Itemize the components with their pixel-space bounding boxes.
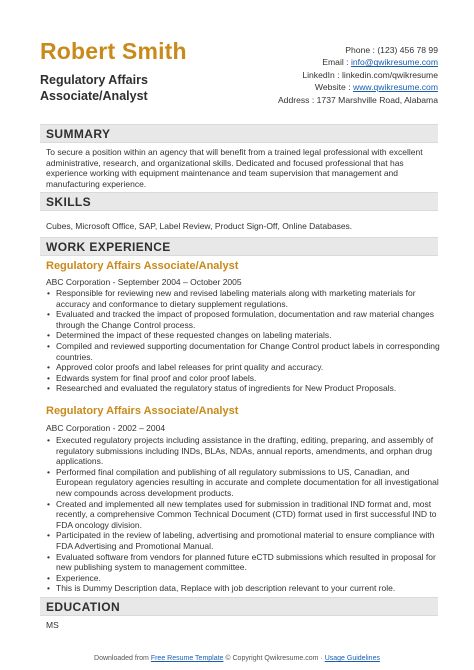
free-resume-template-link[interactable]: Free Resume Template: [150, 655, 224, 662]
address-label: Address :: [277, 94, 315, 105]
footer-copyright: © Copyright Qwikresume.com ·: [223, 655, 325, 662]
list-item: • Evaluated software from vendors for planned future eCTD submissions which resulted in proposal for new publishing system to management committee.: [46, 552, 440, 573]
list-item: • Responsible for reviewing new and revised labeling materials along with marketing materials for accuracy and conformance to dietary supplement regulations.: [46, 288, 440, 309]
summary-heading: SUMMARY: [46, 127, 111, 141]
contact-phone: [208, 44, 438, 56]
list-item: • Experience.: [46, 573, 440, 584]
contact-block: [208, 44, 438, 106]
education-section-header: [40, 597, 438, 616]
candidate-name: Robert Smith: [40, 38, 187, 64]
skills-text: Cubes, Microsoft Office, SAP, Label Review, Product Sign-Off, Online Databases.: [46, 221, 353, 231]
job-2-bullets: [46, 435, 440, 594]
list-item: • Evaluated and tracked the impact of proposed formulation, documentation and raw material changes through the Change Control process.: [46, 309, 440, 330]
job-1-title: Regulatory Affairs Associate/Analyst: [46, 260, 239, 272]
usage-guidelines-link[interactable]: Usage Guidelines: [324, 655, 380, 662]
summary-text: To secure a position within an agency that will benefit from a trained legal professional with excellent administrative, research, and organizational skills. Dedicated and focused professional that has experience working with equipment maintenance and team supervision that management and manufacturing experience.: [46, 147, 423, 189]
contact-email: [208, 56, 438, 68]
list-item: • Compiled and reviewed supporting documentation for Change Control product labels in corresponding countries.: [46, 341, 440, 362]
summary-section-header: [40, 124, 438, 143]
footer-prefix: Downloaded from: [94, 655, 151, 662]
list-item: • Researched and evaluated the regulatory status of ingredients for New Product Proposals.: [46, 383, 440, 394]
list-item: • This is Dummy Description data, Replace with job description relevant to your current role.: [46, 583, 440, 594]
list-item: • Edwards system for final proof and color proof labels.: [46, 373, 440, 384]
job-2-title: Regulatory Affairs Associate/Analyst: [46, 405, 239, 417]
experience-section-header: [40, 237, 438, 256]
contact-address: [208, 94, 438, 106]
contact-linkedin: [208, 69, 438, 81]
linkedin-value: linkedin.com/qwikresume: [342, 69, 438, 80]
list-item: • Approved color proofs and label releases for print quality and accuracy.: [46, 362, 440, 373]
website-label: Website :: [314, 82, 351, 93]
job-title-heading: Regulatory Affairs Associate/Analyst: [40, 73, 148, 103]
education-heading: EDUCATION: [46, 600, 121, 614]
skills-heading: SKILLS: [46, 195, 92, 209]
phone-value: (123) 456 78 99: [377, 45, 438, 55]
list-item: • Participated in the review of labeling, advertising and promotional material to ensure compliance with FDA Advertising and Promotional Manual.: [46, 530, 440, 551]
address-value: 1737 Marshville Road, Alabama: [316, 94, 438, 105]
job-1-bullets: [46, 288, 440, 394]
job-1-meta: ABC Corporation - September 2004 – October 2005: [46, 277, 242, 287]
experience-heading: WORK EXPERIENCE: [46, 240, 171, 254]
email-link[interactable]: info@qwikresume.com: [350, 57, 438, 68]
list-item: • Created and implemented all new templates used for submission in traditional IND format and, most recently, a comprehensive Common Technical Document (CTD) format used in first successful IND to FDA oncology division.: [46, 499, 440, 531]
website-link[interactable]: www.qwikresume.com: [352, 82, 438, 93]
footer: [0, 655, 474, 662]
list-item: • Determined the impact of these requested changes on labeling materials.: [46, 330, 440, 341]
list-item: • Performed final compilation and publishing of all regulatory submissions to US, Canadian, and European regulatory agencies resulting in accurate and complete documentation for all investigational new compounds across development products.: [46, 467, 440, 499]
phone-label: Phone :: [345, 45, 375, 55]
education-text: MS: [46, 620, 59, 630]
email-label: Email :: [322, 57, 349, 68]
list-item: • Executed regulatory projects including assistance in the drafting, editing, preparing, and assembly of regulatory submissions including INDs, BLAs, NDAs, annual reports, amendments, and orphan drug applications.: [46, 435, 440, 467]
contact-website: [208, 81, 438, 93]
skills-section-header: [40, 192, 438, 211]
job-2-meta: ABC Corporation - 2002 – 2004: [46, 423, 166, 433]
linkedin-label: LinkedIn :: [302, 69, 340, 80]
